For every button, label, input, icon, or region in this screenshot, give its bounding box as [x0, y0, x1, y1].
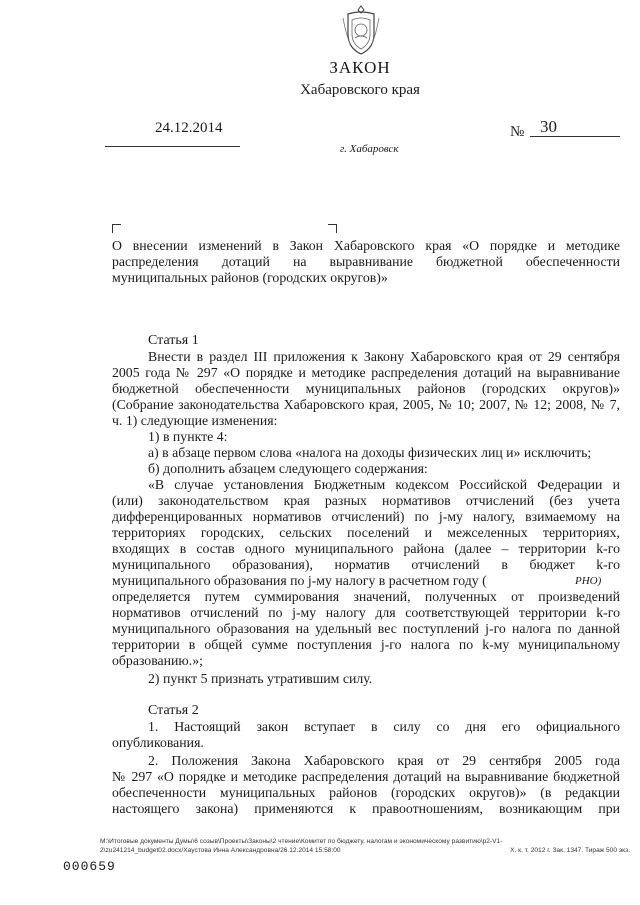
- article1-line: 2) пункт 5 признать утратившим силу.: [148, 671, 373, 686]
- date-underline: [105, 146, 240, 147]
- law-date: 24.12.2014: [155, 120, 223, 136]
- footer-path-line: 2\zu241214_budget02.docx/Хаустова Инна Александровна/26.12.2014 15:58:00: [100, 847, 341, 854]
- law-title: ЗАКОН: [329, 58, 391, 77]
- article1-heading: Статья 1: [148, 333, 199, 348]
- article1-line: территории в общей сумме поступления j-го налога по k-му муниципальному: [112, 637, 620, 652]
- formula-rno: [575, 573, 615, 589]
- article1-line: определяется путем суммирования значений, полученных от произведений: [112, 589, 620, 604]
- number-label: №: [510, 124, 525, 140]
- number-underline: [530, 136, 620, 137]
- article1-line: (или) законодательством края разных нормативов отчислений (без учета: [112, 493, 620, 508]
- article2-line: 2. Положения Закона Хабаровского края от 29 сентября 2005 года: [148, 753, 620, 768]
- formula-close: ): [597, 575, 602, 587]
- article1-line: ч. 1) следующие изменения:: [112, 413, 278, 428]
- article1-line: «В случае установления Бюджетным кодексом Российской Федерации и: [148, 477, 620, 492]
- doc-title-line: муниципальных районов (городских округов)»: [112, 270, 388, 285]
- title-bracket-right: [328, 224, 337, 233]
- coat-of-arms-icon: [340, 4, 382, 58]
- article1-line: бюджетной обеспеченности муниципальных районов (городских округов)»: [112, 381, 620, 396]
- article1-line: (Собрание законодательства Хабаровского края, 2005, № 10; 2007, № 12; 2008, № 7,: [112, 397, 620, 412]
- article1-line: входящих в состав одного муниципального района (далее – территории k-го: [112, 541, 620, 556]
- article1-line: дифференцированных нормативов отчислений) по j-му налогу, взимаемому на: [112, 509, 620, 524]
- city-label: г. Хабаровск: [340, 143, 399, 155]
- footer-path-line: М:\Итоговые документы Думы\6 созыв\Проекты\Законы\2 чтение\Комитет по бюджету, налогам и экономическому развитию\p2-V1-: [100, 838, 503, 845]
- formula-symbol: РНО: [575, 575, 598, 587]
- article1-line: территориях городских, сельских поселений и межселенных территориях,: [112, 525, 620, 540]
- law-number: 30: [540, 117, 557, 136]
- article1-line: муниципального образования), норматив отчислений в бюджет k-го: [112, 557, 620, 572]
- article1-line: 1) в пункте 4:: [148, 429, 228, 444]
- article1-line: нормативов отчислений по j-му налогу для соответствующей территории k-го: [112, 605, 620, 620]
- article1-line: б) дополнить абзацем следующего содержания:: [148, 461, 428, 476]
- article2-line: № 297 «О порядке и методике распределения дотаций на выравнивание бюджетной: [112, 769, 620, 784]
- article1-line: 2005 года № 297 «О порядке и методике распределения дотаций на выравнивание: [112, 365, 620, 380]
- article2-line: опубликования.: [112, 735, 204, 750]
- registration-stamp: 000659: [63, 859, 116, 874]
- article1-line: образованию.»;: [112, 653, 203, 668]
- article2-heading: Статья 2: [148, 703, 199, 718]
- article2-line: обеспеченности муниципальных районов (городских округов)» (в редакции: [112, 785, 620, 800]
- title-bracket-left: [112, 224, 121, 233]
- article1-line: муниципального образования на удельный вес поступлений j-го налога по данной: [112, 621, 620, 636]
- article2-line: 1. Настоящий закон вступает в силу со дня его официального: [148, 719, 620, 734]
- article1-line: Внести в раздел III приложения к Закону Хабаровского края от 29 сентября: [148, 349, 620, 364]
- article1-line: муниципального образования по j-му налогу в расчетном году (: [112, 573, 487, 588]
- article2-line: настоящего закона) применяются к правоотношениям, возникающим при: [112, 801, 620, 816]
- article1-line: а) в абзаце первом слова «налога на доходы физических лиц и» исключить;: [148, 445, 592, 460]
- doc-title-line: О внесении изменений в Закон Хабаровского края «О порядке и методике: [112, 238, 620, 253]
- doc-title-line: распределения дотаций на выравнивание бюджетной обеспеченности: [112, 254, 620, 269]
- footer-print-info: Х. к. т. 2012 г. Зак. 1347. Тираж 500 экз.: [510, 847, 630, 854]
- law-subtitle: Хабаровского края: [300, 82, 420, 98]
